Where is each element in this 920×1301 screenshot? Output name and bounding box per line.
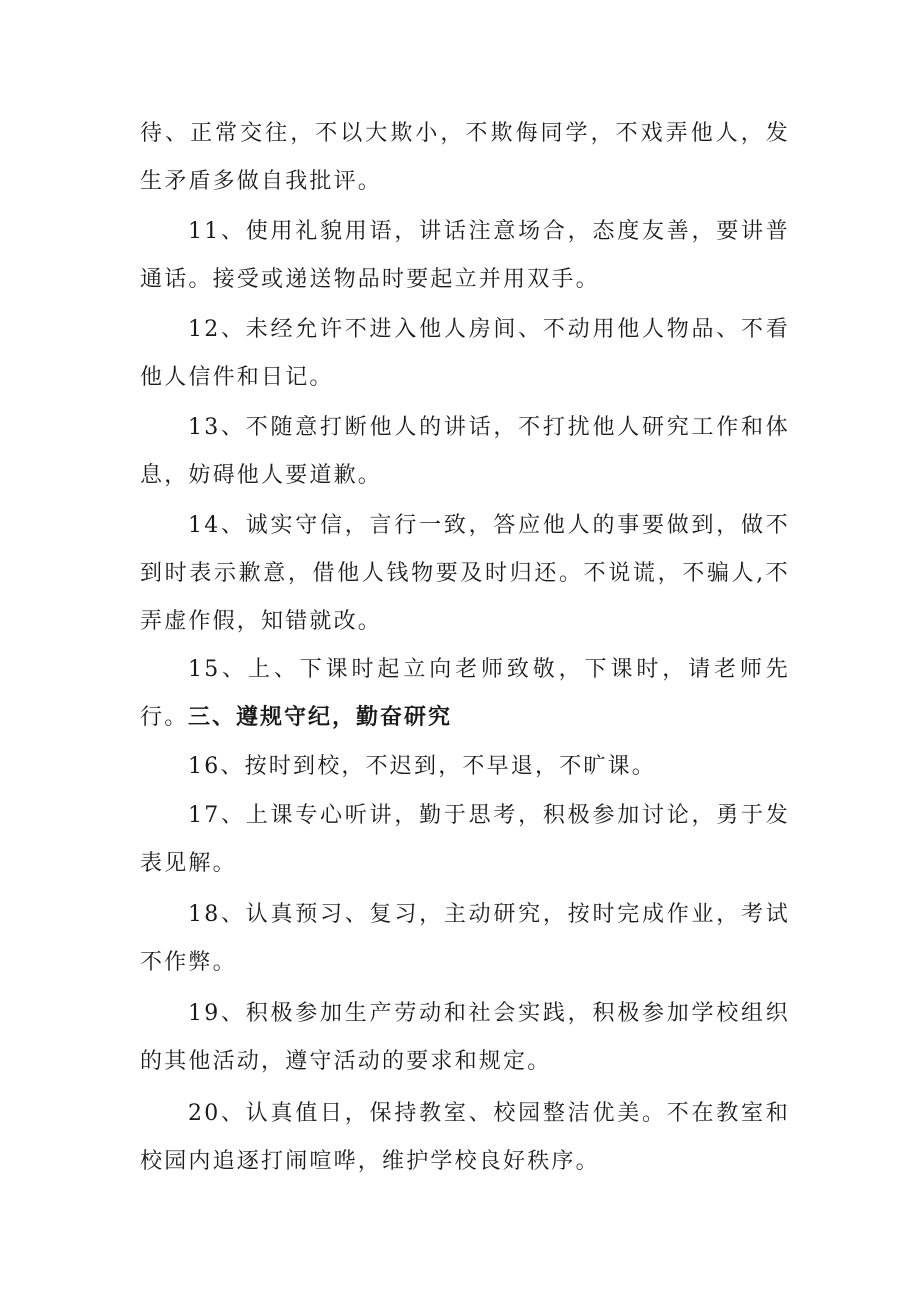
paragraph-item-13: 13、不随意打断他人的讲话，不打扰他人研究工作和体息，妨碍他人要道歉。 [140, 415, 790, 488]
paragraph-item-20: 20、认真值日，保持教室、校园整洁优美。不在教室和校园内追逐打闹喧哗，维护学校良好秩序。 [140, 1101, 790, 1174]
paragraph-item-19: 19、积极参加生产劳动和社会实践，积极参加学校组织的其他活动，遵守活动的要求和规定。 [140, 1001, 790, 1074]
paragraph-item-12: 12、未经允许不进入他人房间、不动用他人物品、不看他人信件和日记。 [140, 317, 790, 390]
paragraph-item-14: 14、诚实守信，言行一致，答应他人的事要做到，做不到时表示歉意，借他人钱物要及时归还。不说谎，不骗人,不弄虚作假，知错就改。 [140, 513, 790, 634]
paragraph-item-16: 16、按时到校，不迟到，不早退，不旷课。 [188, 754, 656, 779]
paragraph-item-18: 18、认真预习、复习，主动研究，按时完成作业，考试不作弊。 [140, 902, 790, 975]
paragraph-item-11: 11、使用礼貌用语，讲话注意场合，态度友善，要讲普通话。接受或递送物品时要起立并用双手。 [140, 219, 790, 292]
paragraph-item-17: 17、上课专心听讲，勤于思考，积极参加讨论，勇于发表见解。 [140, 803, 790, 876]
section-heading: 三、遵规守纪，勤奋研究 [188, 705, 453, 730]
paragraph-item-15: 15、上、下课时起立向老师致敬，下课时，请老师先行。 [140, 657, 790, 730]
paragraph-continued: 待、正常交往，不以大欺小，不欺侮同学，不戏弄他人，发生矛盾多做自我批评。 [140, 121, 790, 194]
